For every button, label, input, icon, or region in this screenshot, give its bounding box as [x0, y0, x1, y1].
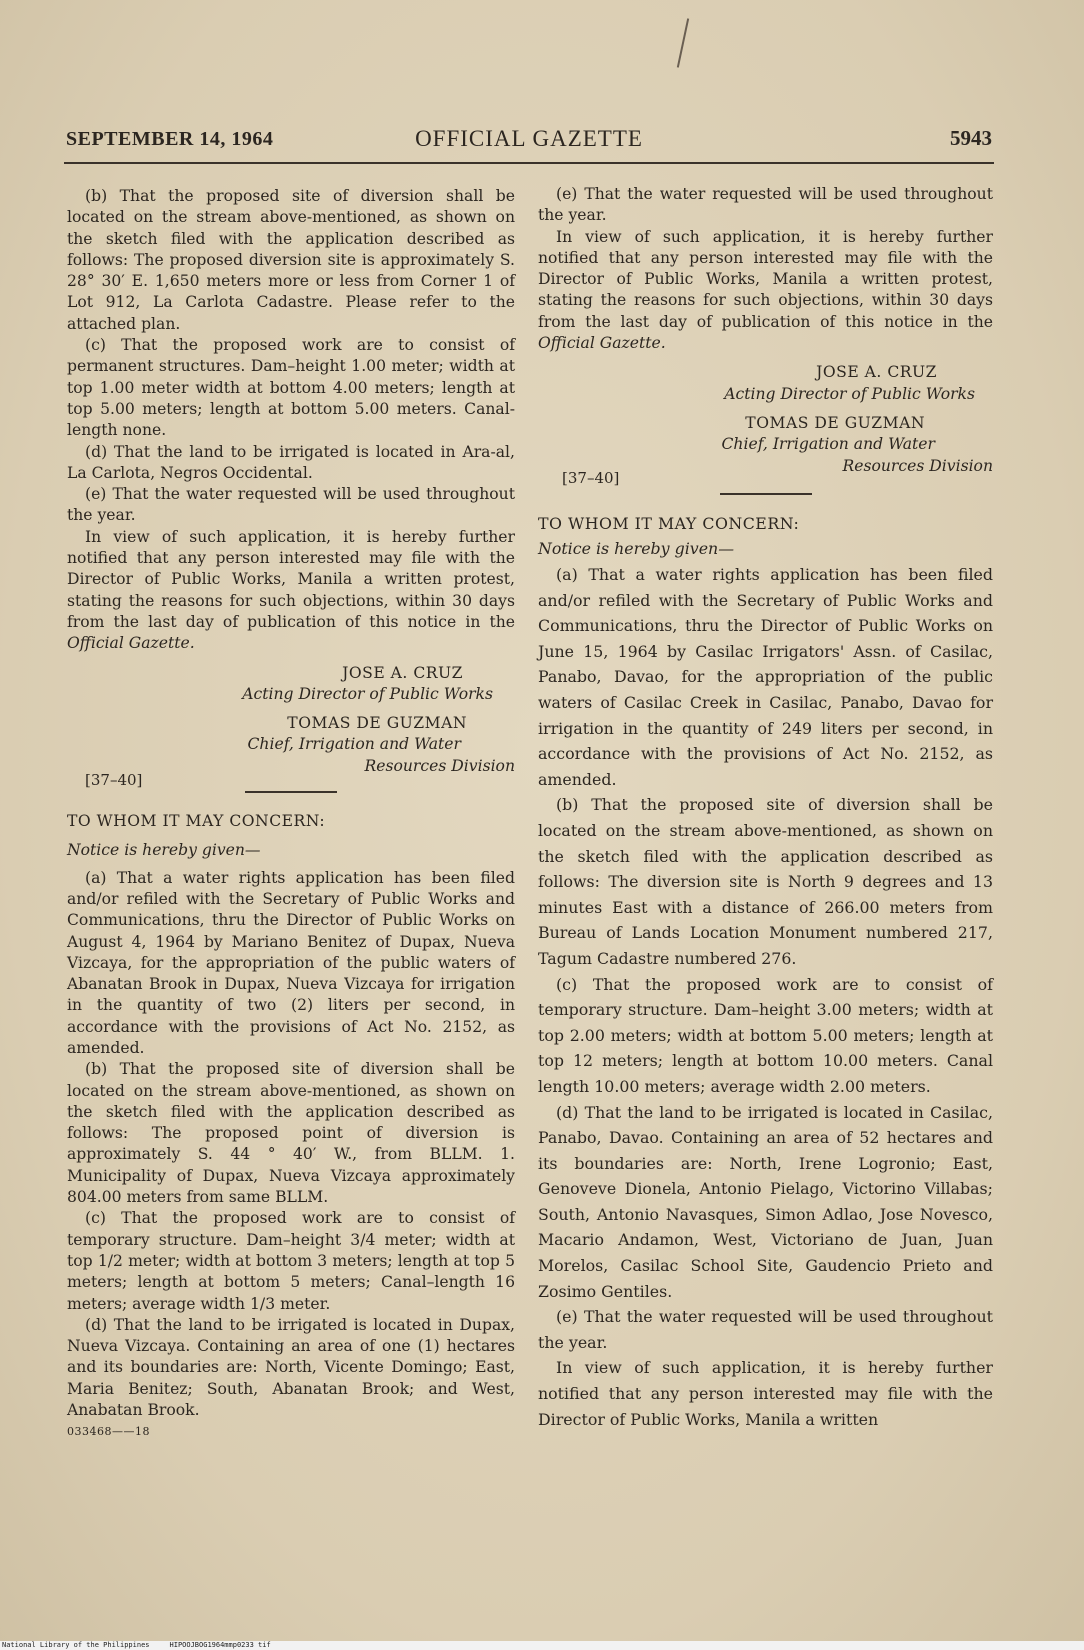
- right-sig2-title2: Resources Division: [842, 456, 993, 475]
- scan-footer: [0, 1641, 1084, 1650]
- right-para-e: (e) That the water requested will be used throughout the year.: [538, 185, 993, 225]
- right-sig1-title: Acting Director of Public Works: [724, 384, 975, 403]
- right-heading: TO WHOM IT MAY CONCERN:: [538, 513, 800, 533]
- left-notice-para-b: (b) That the proposed site of diversion shall be located on the stream above-mentioned, as shown on the sketch filed with the application described as follows: The proposed point of diversion is approximately S. 44 ° 40′ W., from BLLM. 1. Municipality of Dupax, Nueva Vizcaya approximately 804.00 meters from same BLLM.: [67, 1060, 515, 1207]
- page-number: 5943: [950, 126, 992, 150]
- left-para-view-text: In view of such application, it is hereby further notified that any person interested may file with the Director of Public Works, Manila a written protest, stating the reasons for such objections, within 30 days from the last day of publication of this notice in the: [67, 527, 515, 631]
- right-notice: Notice is hereby given—: [538, 539, 735, 559]
- left-signature-block: [67, 663, 515, 789]
- right-notice-para-view: In view of such application, it is hereby further notified that any person interested may file with the Director of Public Works, Manila a written: [538, 1358, 993, 1429]
- left-heading: TO WHOM IT MAY CONCERN:: [67, 812, 326, 831]
- left-para-e: (e) That the water requested will be used throughout the year.: [67, 485, 515, 525]
- right-ref: [37–40]: [562, 469, 620, 488]
- right-para-view-text: In view of such application, it is hereby further notified that any person interested may file with the Director of Public Works, Manila a written protest, stating the reasons for such objections, within 30 days from the last day of publication of this notice in the: [538, 227, 993, 331]
- right-para-view-italic: Official Gazette.: [538, 334, 666, 353]
- left-notice: Notice is hereby given—: [67, 841, 261, 860]
- left-ref: [37–40]: [85, 770, 143, 789]
- left-sig2-title2: Resources Division: [364, 756, 515, 775]
- right-notice-para-a: (a) That a water rights application has been filed and/or refiled with the Secretary of Public Works and Communications, thru the Director of Public Works on June 15, 1964 by Casilac Irrigators' Assn. of Casilac, Panabo, Davao, for the appropriation of the public waters of Casilac Creek in Casilac, Panabo, Davao for irrigation in the quantity of 249 liters per second, in accordance with the provisions of Act No. 2152, as amended.: [538, 565, 993, 789]
- right-sig2-title1: Chief, Irrigation and Water: [721, 435, 935, 454]
- left-sig2-title1: Chief, Irrigation and Water: [247, 735, 461, 754]
- right-notice-para-b: (b) That the proposed site of diversion shall be located on the stream above-mentioned, as shown on the sketch filed with the application described as follows: The diversion site is North 9 degrees and 13 minutes East with a distance of 266.00 meters from Bureau of Lands Location Monument numbered 217, Tagum Cadastre numbered 276.: [538, 795, 993, 968]
- right-sig2-name: TOMAS DE GUZMAN: [745, 413, 925, 432]
- right-para-view: [538, 227, 993, 355]
- pen-mark: [677, 18, 689, 67]
- left-sig2-name: TOMAS DE GUZMAN: [287, 714, 467, 733]
- left-para-view-italic: Official Gazette.: [67, 634, 195, 653]
- print-code: 033468——18: [67, 1425, 150, 1439]
- right-notice-block: [538, 511, 993, 1432]
- right-signature-block: [538, 362, 993, 488]
- left-notice-para-c: (c) That the proposed work are to consist of temporary structure. Dam–height 3/4 meter; width at top 1/2 meter; width at bottom 3 meters; length at top 5 meters; length at bottom 5 meters; Canal–length 16 meters; average width 1/3 meter.: [67, 1209, 515, 1313]
- footer-library: National Library of the Philippines: [2, 1641, 150, 1649]
- left-para-d: (d) That the land to be irrigated is located in Ara-al, La Carlota, Negros Occidental.: [67, 442, 515, 482]
- page-header: [66, 126, 992, 160]
- left-para-b: (b) That the proposed site of diversion shall be located on the stream above-mentioned, as shown on the sketch filed with the application described as follows: The proposed diversion site is approximately S. 28° 30′ E. 1,650 meters more or less from Corner 1 of Lot 912, La Carlota Cadastre. Please refer to the attached plan.: [67, 187, 515, 333]
- left-sig1-title: Acting Director of Public Works: [242, 684, 493, 703]
- left-divider: [245, 791, 337, 793]
- right-divider: [720, 493, 812, 495]
- gazette-title: OFFICIAL GAZETTE: [415, 126, 643, 151]
- right-sig1-name: JOSE A. CRUZ: [816, 363, 937, 382]
- left-notice-para-d: (d) That the land to be irrigated is located in Dupax, Nueva Vizcaya. Containing an area of one (1) hectares and its boundaries are: North, Vicente Domingo; East, Maria Benitez; South, Abanatan Brook; and West, Anabatan Brook.: [67, 1315, 515, 1420]
- right-notice-para-d: (d) That the land to be irrigated is located in Casilac, Panabo, Davao. Containing an area of 52 hectares and its boundaries are: North, Irene Logronio; East, Genoveve Dionela, Antonio Pielago, Victorino Villabas; South, Antonio Navasques, Simon Adlao, Jose Novesco, Macario Andamon, West, Victoriano de Juan, Juan Morelos, Casilac School Site, Gaudencio Prieto and Zosimo Gentiles.: [538, 1102, 993, 1301]
- right-column: [538, 184, 993, 1432]
- issue-date: SEPTEMBER 14, 1964: [66, 128, 274, 150]
- left-sig1-name: JOSE A. CRUZ: [342, 663, 463, 682]
- right-notice-para-c: (c) That the proposed work are to consist of temporary structure. Dam–height 3.00 meters; width at top 2.00 meters; width at bottom 5.00 meters; length at top 12 meters; length at bottom 10.00 meters. Canal length 10.00 meters; average width 2.00 meters.: [538, 974, 993, 1096]
- left-para-c: (c) That the proposed work are to consist of permanent structures. Dam–height 1.00 meter; width at top 1.00 meter width at bottom 4.00 meters; length at top 5.00 meters; length at bottom 5.00 meters. Canal-length none.: [67, 336, 515, 440]
- header-rule: [64, 162, 994, 164]
- left-column: [67, 186, 515, 1443]
- left-notice-para-a: (a) That a water rights application has been filed and/or refiled with the Secretary of Public Works and Communications, thru the Director of Public Works on August 4, 1964 by Mariano Benitez of Dupax, Nueva Vizcaya, for the appropriation of the public waters of Abanatan Brook in Dupax, Nueva Vizcaya for irrigation in the quantity of two (2) liters per second, in accordance with the provisions of Act No. 2152, as amended.: [67, 868, 515, 1057]
- footer-file: HIPOOJBOG1964mmp0233 tif: [169, 1641, 271, 1649]
- left-para-view: [67, 527, 515, 655]
- right-notice-para-e: (e) That the water requested will be used throughout the year.: [538, 1307, 993, 1352]
